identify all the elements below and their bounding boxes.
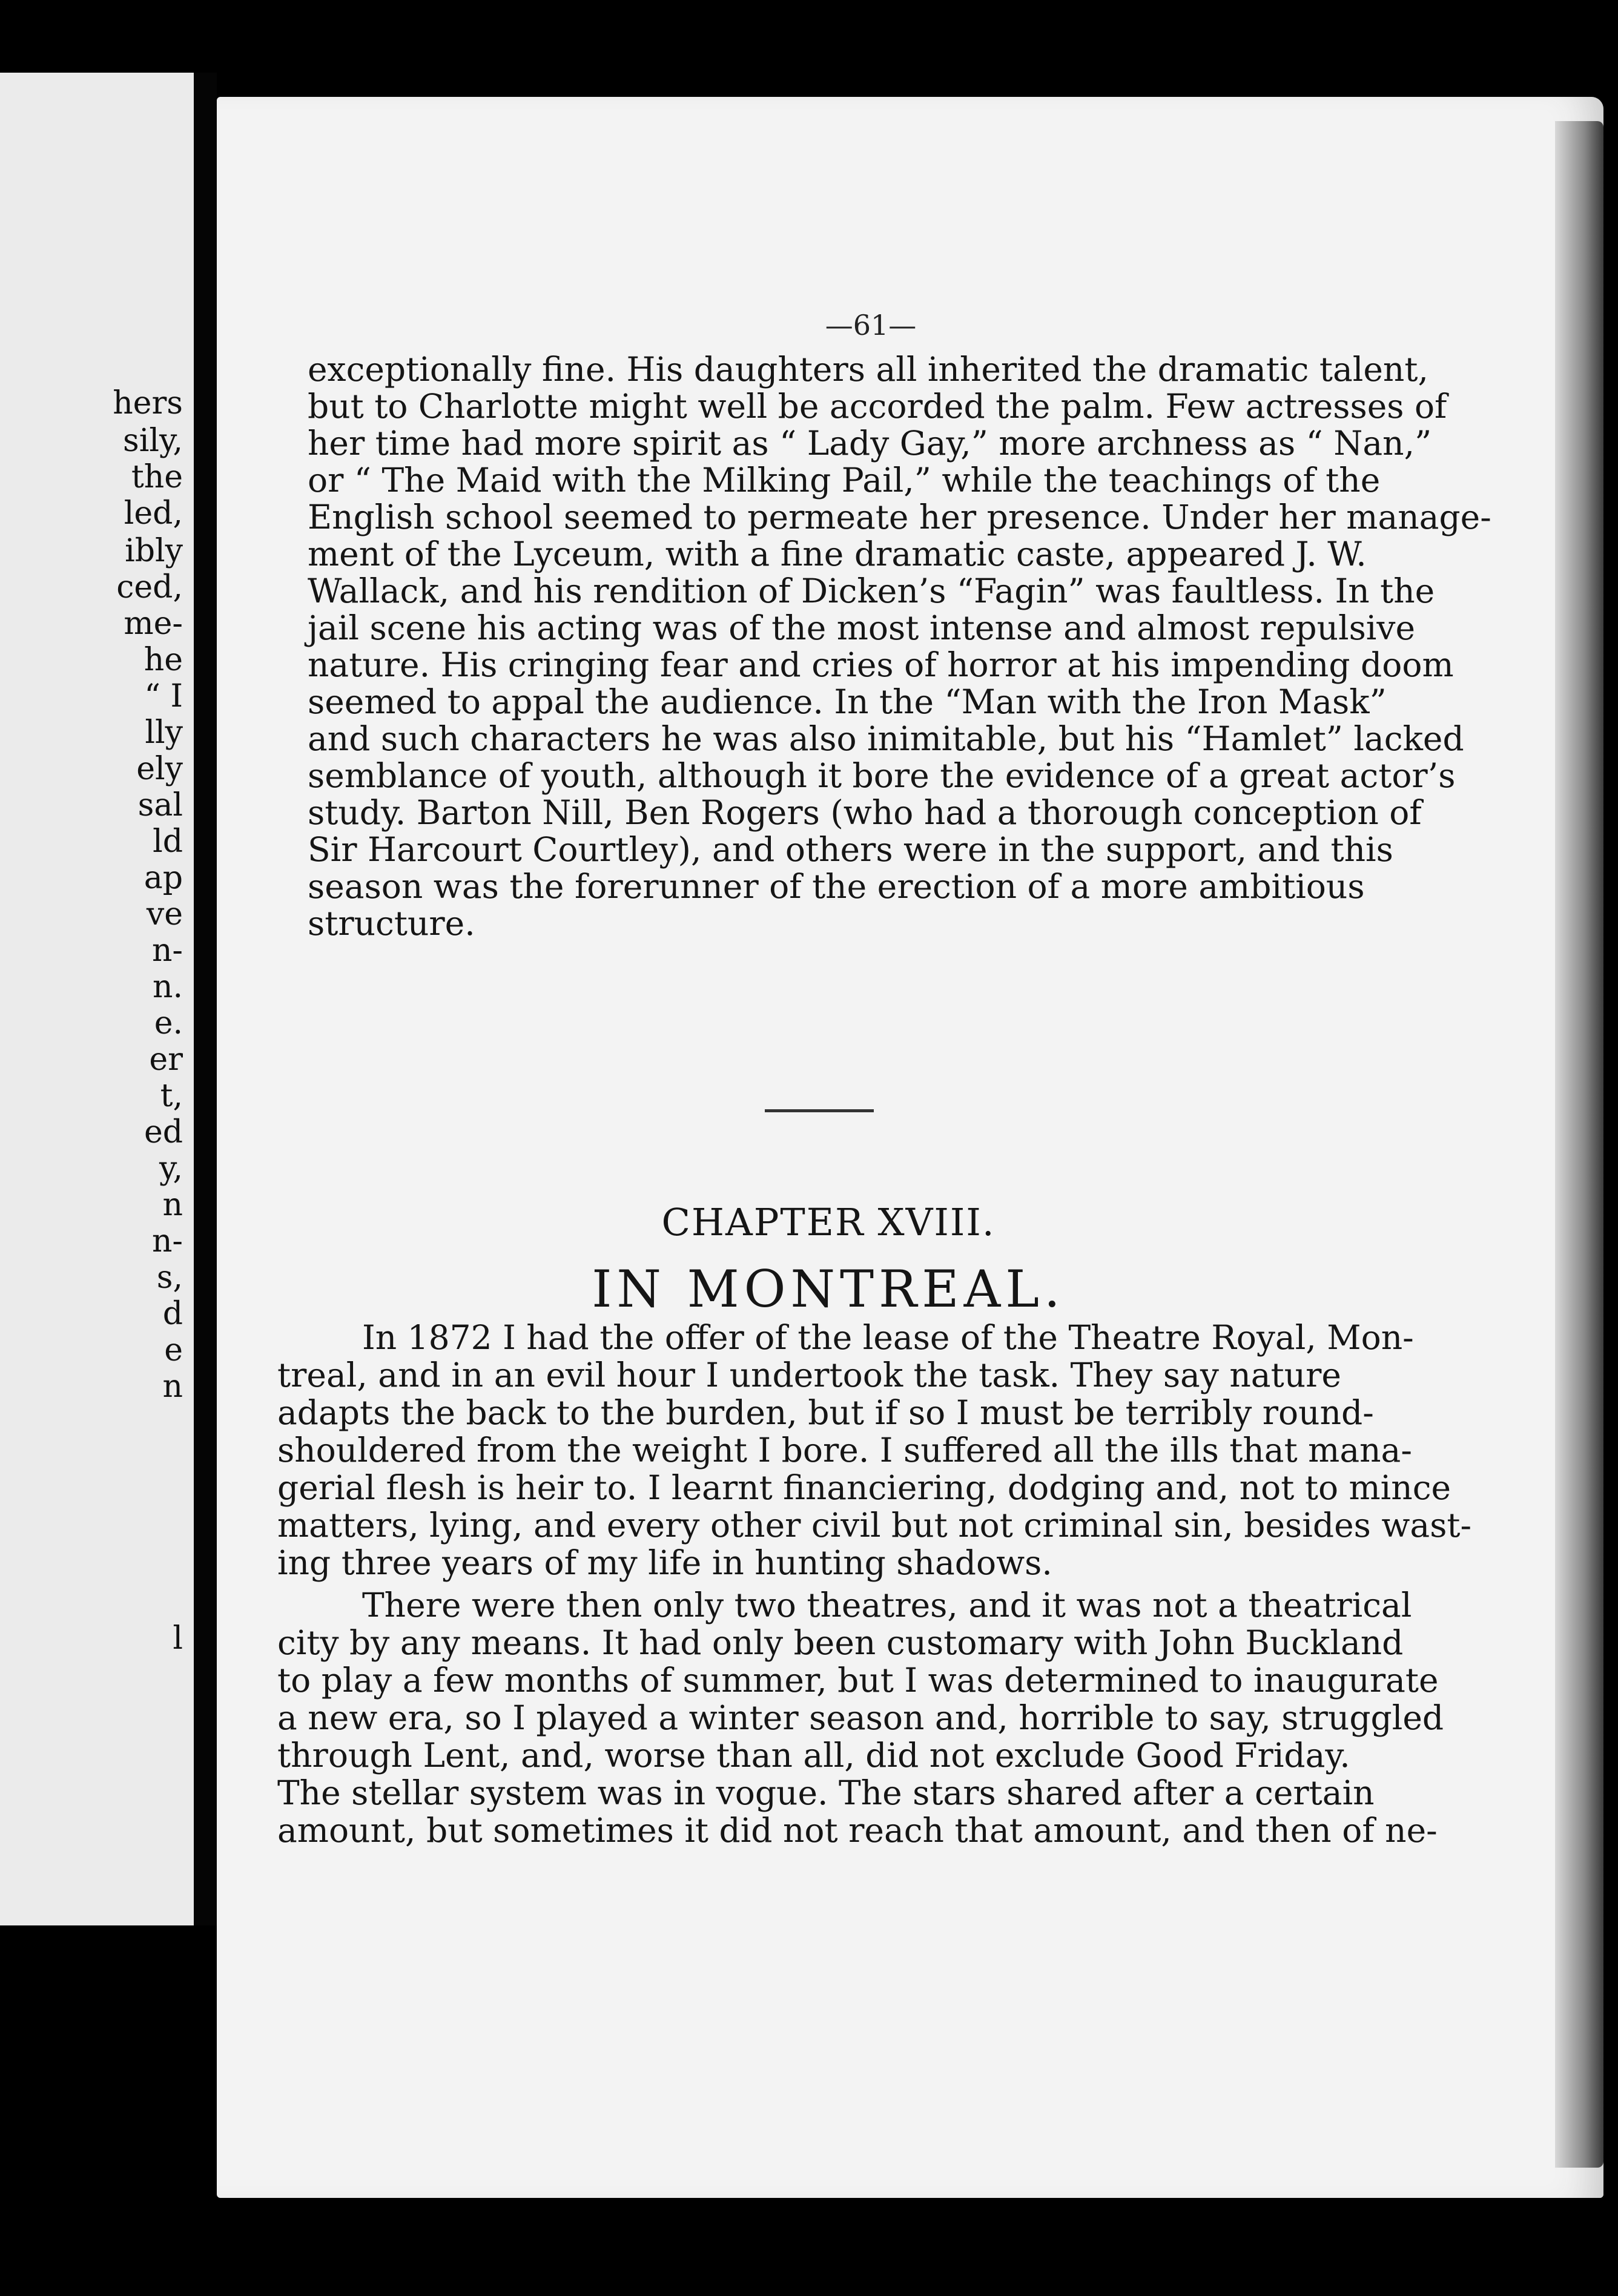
- left-page-fragment: ap: [144, 860, 183, 896]
- left-page-fragment: the: [131, 459, 183, 495]
- left-page-fragment: n.: [152, 969, 183, 1005]
- left-page-fragment: s,: [156, 1259, 183, 1296]
- left-page-fragment: lly: [145, 714, 183, 751]
- paragraph-1: [308, 350, 1491, 943]
- left-page-fragment: n-: [151, 1223, 183, 1259]
- text-line: amount, but sometimes it did not reach that amount, and then of ne-: [277, 1811, 1438, 1850]
- text-line: gerial flesh is heir to. I learnt financiering, dodging and, not to mince: [277, 1468, 1451, 1507]
- text-line: semblance of youth, although it bore the evidence of a great actor’s: [308, 756, 1456, 795]
- text-line: nature. His cringing fear and cries of horror at his impending doom: [308, 645, 1454, 684]
- text-line: season was the forerunner of the erection of a more ambitious: [308, 867, 1365, 906]
- text-line: jail scene his acting was of the most intense and almost repulsive: [308, 609, 1416, 647]
- text-line: Sir Harcourt Courtley), and others were in the support, and this: [308, 830, 1393, 869]
- book-page: [217, 97, 1603, 2198]
- left-page-fragment: led,: [124, 495, 183, 532]
- chapter-number: CHAPTER XVIII.: [661, 1200, 996, 1244]
- text-line: structure.: [308, 904, 475, 943]
- left-page-fragment: he: [144, 642, 183, 678]
- page-number: —61—: [825, 309, 917, 341]
- left-page-fragment: l: [173, 1620, 183, 1657]
- left-page-fragment: n: [162, 1187, 183, 1223]
- page-edge: [1555, 121, 1603, 2168]
- chapter-title: IN MONTREAL.: [592, 1259, 1065, 1319]
- left-page-fragment: y,: [159, 1150, 183, 1187]
- left-page-fragment: ibly: [125, 533, 183, 569]
- text-line: a new era, so I played a winter season and, horrible to say, struggled: [277, 1698, 1444, 1737]
- text-line: English school seemed to permeate her presence. Under her manage-: [308, 498, 1491, 536]
- text-line: There were then only two theatres, and it was not a theatrical: [362, 1586, 1412, 1625]
- section-divider: [765, 1109, 874, 1112]
- left-page-fragment: ced,: [116, 569, 183, 605]
- text-line: city by any means. It had only been customary with John Buckland: [277, 1623, 1404, 1662]
- left-page-fragment: ed: [144, 1114, 183, 1150]
- left-page-fragment: er: [149, 1041, 183, 1078]
- left-page-fragment: e: [164, 1332, 183, 1368]
- text-line: The stellar system was in vogue. The stars shared after a certain: [277, 1773, 1375, 1812]
- left-facing-page: [0, 73, 194, 1925]
- text-line: exceptionally fine. His daughters all inherited the dramatic talent,: [308, 350, 1428, 389]
- left-page-fragment: d: [162, 1296, 183, 1332]
- left-page-fragment: “ I: [144, 678, 183, 714]
- book-spine: [194, 73, 217, 1925]
- text-line: ment of the Lyceum, with a fine dramatic caste, appeared J. W.: [308, 535, 1367, 573]
- paragraph-2: [277, 1318, 1472, 1850]
- text-line: Wallack, and his rendition of Dicken’s “Fagin” was faultless. In the: [308, 572, 1435, 610]
- text-line: seemed to appal the audience. In the “Man with the Iron Mask”: [308, 682, 1387, 721]
- text-line: or “ The Maid with the Milking Pail,” while the teachings of the: [308, 461, 1381, 500]
- left-page-fragment: n-: [151, 932, 183, 969]
- left-page-fragment: ve: [146, 896, 183, 932]
- text-line: through Lent, and, worse than all, did not exclude Good Friday.: [277, 1736, 1350, 1775]
- text-line: In 1872 I had the offer of the lease of the Theatre Royal, Mon-: [362, 1318, 1414, 1357]
- left-page-fragment: sal: [137, 787, 183, 823]
- left-page-fragment: sily,: [123, 423, 183, 459]
- left-page-fragment: me-: [124, 605, 183, 642]
- text-line: ing three years of my life in hunting shadows.: [277, 1543, 1052, 1582]
- text-line: treal, and in an evil hour I undertook the task. They say nature: [277, 1356, 1341, 1394]
- left-page-fragment: n: [162, 1368, 183, 1405]
- left-page-fragment: hers: [113, 385, 183, 421]
- text-line: study. Barton Nill, Ben Rogers (who had a thorough conception of: [308, 793, 1422, 832]
- text-line: shouldered from the weight I bore. I suffered all the ills that mana-: [277, 1431, 1412, 1470]
- text-line: but to Charlotte might well be accorded the palm. Few actresses of: [308, 387, 1447, 426]
- left-page-fragment: ld: [153, 823, 183, 860]
- left-page-fragment: t,: [160, 1078, 183, 1114]
- text-line: adapts the back to the burden, but if so I must be terribly round-: [277, 1393, 1374, 1432]
- text-line: to play a few months of summer, but I was determined to inaugurate: [277, 1661, 1439, 1700]
- left-page-fragment: e.: [154, 1005, 183, 1041]
- text-line: her time had more spirit as “ Lady Gay,” more archness as “ Nan,”: [308, 424, 1432, 463]
- left-page-fragment: ely: [136, 751, 183, 787]
- text-line: and such characters he was also inimitable, but his “Hamlet” lacked: [308, 719, 1464, 758]
- text-line: matters, lying, and every other civil but not criminal sin, besides wast-: [277, 1506, 1472, 1545]
